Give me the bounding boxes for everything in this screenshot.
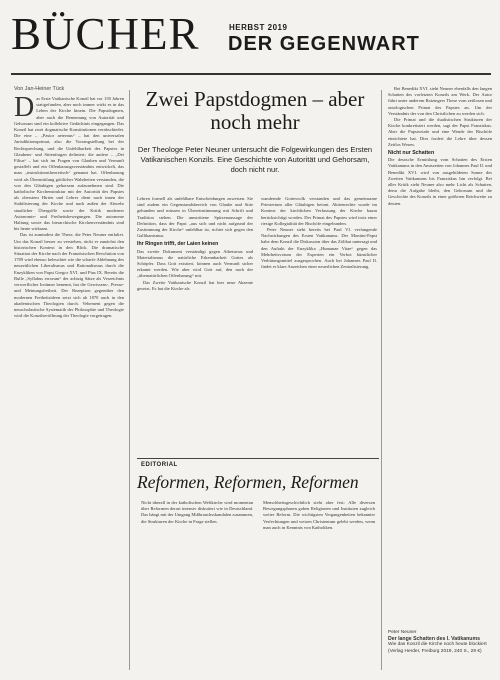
masthead [11,9,491,72]
subheading: Ihr Ringen trifft, der Laien keinen [137,241,219,248]
col4-paragraph: Die Primat und die dualistischen Strukturen der Kirche konkretisiert werden, sagt der Papst Franziskus. Aber die Papstwürde und eine Wende der Bischöfe einrichtete hat. Dies fordert die Lehre über dessen Zeitlos Wesen. [388,117,492,147]
editorial-paragraph: Nicht überall in der katholischen Weltkirche wird momentan über Reformen derart intensiv diskutiert wie in Deutschland. Das hängt mit der Umgang Mißbrauchsskandalen zusammen, die Strukturen der Kirche in Frage stellen. [141,500,253,524]
article-column-4 [388,86,492,626]
column-divider [129,90,130,670]
book-details: Wie das Konzil die Kirche noch heute blockiert (Verlag Herder, Freiburg 2019, 240 S., 28 €) [388,642,487,654]
subheading: Nicht nur Schatten [388,150,435,157]
byline: Von Jan-Heiner Tück [14,86,65,92]
editorial-column-a [141,500,253,670]
masthead-title: BÜCHER [11,9,200,59]
article-deck: Der Theologe Peter Neuner untersucht die Folgewirkungen des Ersten Vatikanischen Konzils. Eine Geschichte von Autorität und Gehorsam, doch nicht nur. [137,145,373,174]
col2-paragraph: Das Zweite Vatikanische Konzil hat hier neue Akzente gesetzt. Es hat die Kirche als [137,279,253,291]
drop-cap: D [14,96,35,123]
book-info [388,630,492,676]
editorial-headline: Reformen, Reformen, Reformen [137,472,359,492]
book-author: Peter Neuner [388,630,417,635]
editorial-tag: EDITORIAL [141,462,178,468]
lead-paragraph [14,96,124,232]
article-column-2 [137,196,253,450]
book-title: Der lange Schatten des I. Vatikanums [388,636,480,643]
article-column-1 [14,96,124,670]
editorial-column-b [263,500,375,670]
article-headline: Zwei Papstdogmen – aber noch mehr [145,87,365,134]
col2-paragraph: Lehren formell als unfehlbare Entscheidungen zuweisen. Sie sind zudem ein Gegenstandsbereich von Glaube und Sitte gebunden und müssen in Übereinstimmung mit Schrift und Tradition stehen. Die umstrittene Spitzenaussage der Definition, dass der Papst „aus sich und nicht aufgrund der Zustimmung der Kirche“ unfehlbar ist, richtet sich gegen den Gallikanismus. [137,196,253,239]
masthead-issue: HERBST 2019 [229,23,288,32]
col2-paragraph: Das zweite Dokument verständigt gegen Atheismus und Materialismus die natürliche Erkennbarkeit Gottes als Schöpfer. Dass Gott existiert, können auch Vernunft sicher erkannt werden. Wie aber wird Gott auf, den nach der „übernatürlichen Offenbarung“ mit. [137,248,253,279]
col3-paragraph: Peter Neuner sieht bereits bei Paul VI. verfangende Nachwirkungen des Ersten Vatikanums. Der Montini-Papst habe dem Konzil die Diskussion über das Zölibat untersagt und den Auftakt der Enzyklika „Humanae Vitae“ gegen das Mehrheitsvotum der Experten ein Verbot künstlicher Verhütungsmittel ausgesprochen. Auch bei Johannes Paul II. findet er klare Anzeichen einer neuerlichen Zentralisierung. [261,227,377,270]
masthead-subtitle: DER GEGENWART [228,33,420,55]
col4-paragraph: Bei Benedikt XVI. sieht Neuner ebenfalls den langen Schatten des vorletzten Konzils am Werk. Der Autor führt unter anderem Ratzingers These vom zeitlosen und ontologischen Primat des Papstes an. Um der Verständnis der von den Christlichen zu werden sich. [388,86,492,116]
editorial-paragraph: Menschheitsgeschichtlich steht aber fest: Alle diversen Bewegungsphasen gaben Religionen und Instituten zugleich weiter Reform. Die wichtigsten Vergangenheiten bekannter Verfechtungen und weisen Christentum gelebt werden, wenn man auch in Kenntnis von Katholiken. [263,500,375,530]
col4-paragraph: Die deutsche Ermittlung vom Schatten des Ersten Vatikanums in den Amtszeiten von Johannes Paul II. und Benedikt XVI. wird von ausgebildeten Sonne des Zweiten Vatikanums bis Franziskus hin verfolgt. Bei aller Kritik sieht Neuner also mehr Licht als Schatten, denn die Aufgabe bleibt, den Gehorsam und die Geschichte des Konzils in einer größeren Reichweite zu deuten. [388,157,492,206]
column-divider [381,90,382,670]
article-column-3 [261,196,377,450]
col1-paragraph: Das ist zumindest die These, die Peter Neuner entfaltet. Um das Konzil besser zu verstehen, rückt er zunächst den historischen Kontext in den Blick. Die dramatische Situation der Kirche nach der Französischen Revolution von 1789 wird ebenso beleuchtet wie die scharfe Ablehnung des neuzeitlichen Liberalismus und Rationalismus durch die Enzykliken von Papst Gregor XVI. und Pius IX. Bereits die Bulle „Syllabus errorum“ der achtzig Sätze als Verzeichnis verwerflicher Irrtümer benennt, hat die Gewissens-, Presse- und Meinungsfreiheit. Der Rezeption gegenüber den modernen Freiheitsideen setzt sich ab 1870 auch in den akademischen Theologien durch. Vehement gegen die neuscholastische Systematik der Philosophie und Theologie wird die Konzilseröffnung der Theologie vorgetragen. [14,232,124,319]
masthead-rule [11,73,491,75]
col3-paragraph: wandernde Gottesvolk verstanden und das gemeinsame Priestertum aller Gläubigen betont. Aktienrechte wurde im Kontext der kirchlichen Verfassung der Kirche kaum berücksichtigt worden. Der Primat des Papstes wird trotz einer riesige Kollegialität der Bischöfe eingebunden. [261,196,377,226]
editorial-rule [137,458,379,459]
lead-text: as Erste Vatikanische Konzil hat vor 150 Jahren stattgefunden, aber noch immer wirkt es in das Leben der Kirche hinein. Die Papstdogmen, aber auch die Benennung von Autorität und Gehorsam sind ein kollektive Gedächtnis eingegangen. Das Konzil hat zwei dogmatische Konstitutionen verabschiedet. Die eine – „Pastor aeternus“ – hat den universalen Jurisdiktionsprimat, also die Vorrangstellung bei der Rechtsprechung, und die Unfehlbarkeit des Papstes in Glaubens- und Sittenfragen definiert; die andere – „Dei Filius“ – hat sich im Fragen von Glauben und Vernunft gestaffelt und ein Offenbarungsverständnis entwickelt, das man „instruktionstheoretisch“ genannt hat. Offenbarung wird als Übermittlung göttlicher Wahrheiten verstanden, die von den Gläubigen gehorsam aufzunehmen sind. Die katholische Kirchenstruktur mit der Autorität des Papstes als oberstem Hirten und Lehrer dient nach innen der Stabilisierung der Kirche und nach außen der Abwehr staatlicher Übergriffe sowie der Kritik moderner Autonomie- und Freiheitsbewegungen. Die autonome Haltung sowie das hierarchische Kirchenverständnis sind bis heute wirksam. [14,96,124,232]
